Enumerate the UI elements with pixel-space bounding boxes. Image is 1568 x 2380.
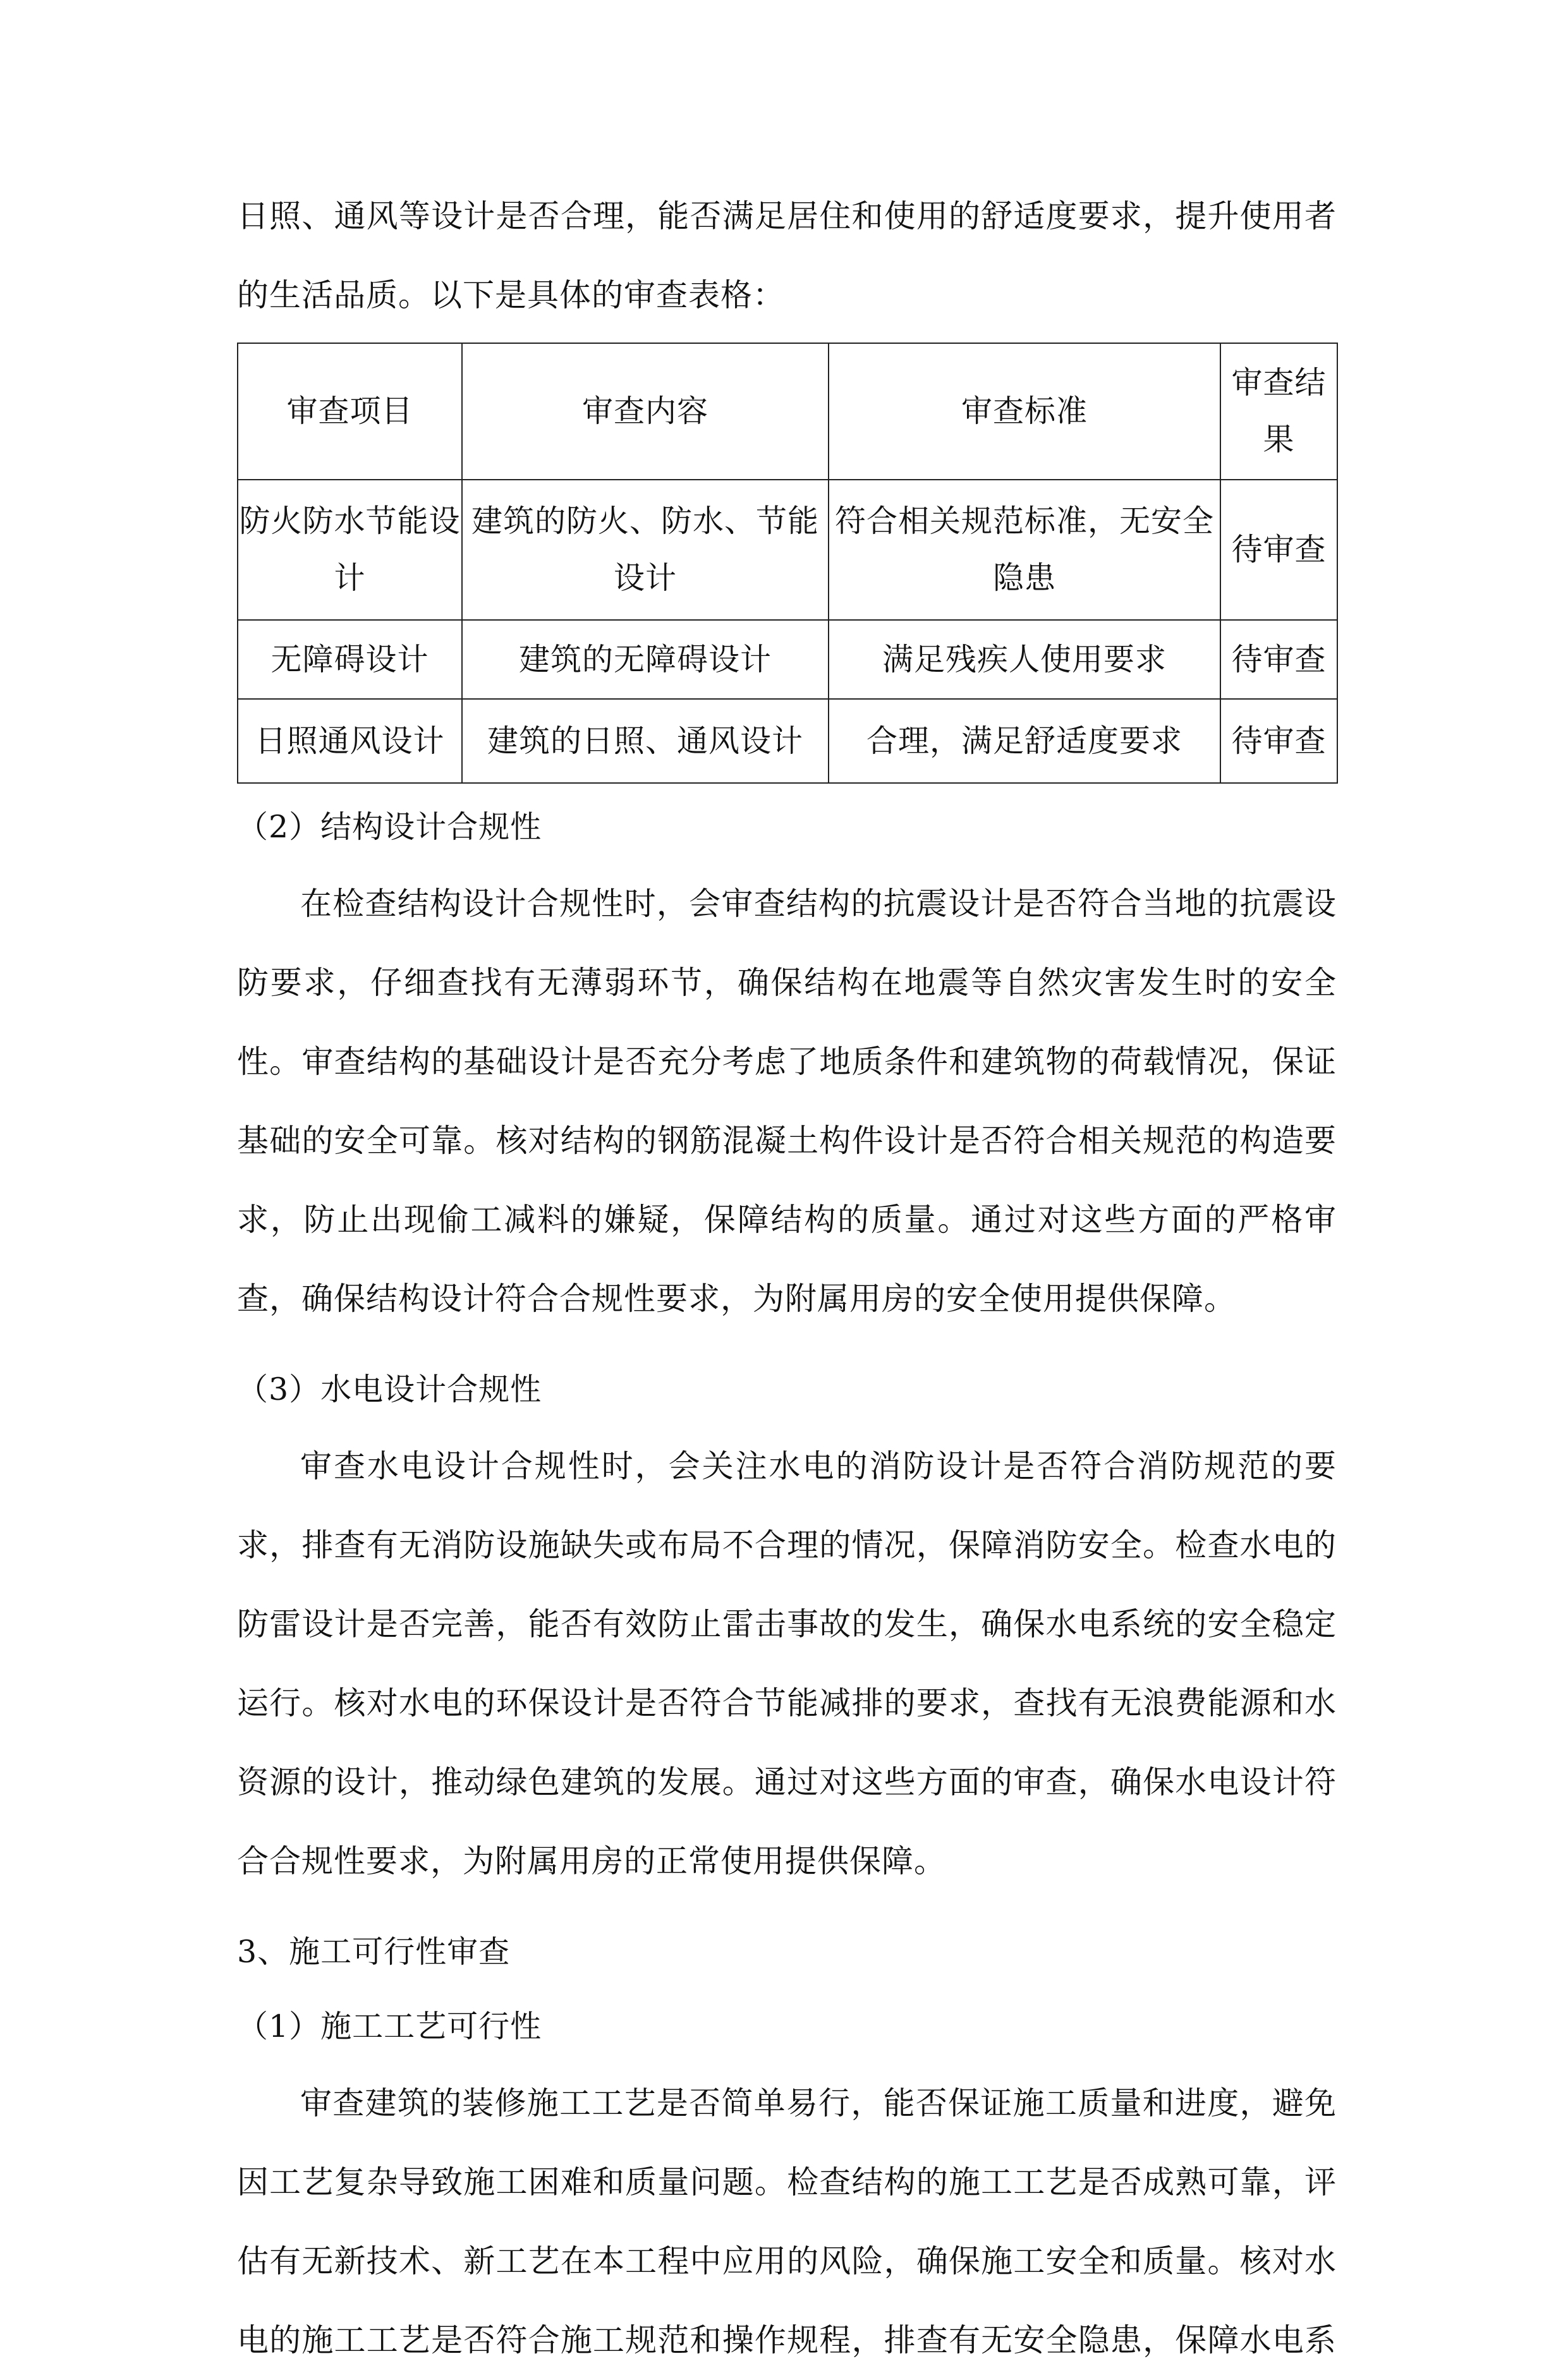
- table-cell: 日照通风设计: [238, 699, 462, 783]
- table-cell: 待审查: [1220, 699, 1337, 783]
- section-3-body: 审查水电设计合规性时，会关注水电的消防设计是否符合消防规范的要求，排查有无消防设施缺失或布局不合理的情况，保障消防安全。检查水电的防雷设计是否完善，能否有效防止雷击事故的发生，确保水电系统的安全稳定运行。核对水电的环保设计是否符合节能减排的要求，查找有无浪费能源和水资源的设计，推动绿色建筑的发展。通过对这些方面的审查，确保水电设计符合合规性要求，为附属用房的正常使用提供保障。: [237, 1448, 1337, 1879]
- section-2-heading: （2）结构设计合规性: [237, 809, 542, 845]
- intro-line-1: 日照、通风等设计是否合理，能否满足居住和使用的舒适度要求，提升使用者: [237, 198, 1337, 234]
- table-header-cell: 审查内容: [462, 343, 829, 480]
- table-cell: 满足残疾人使用要求: [829, 620, 1220, 699]
- intro-line-2: 的生活品质。以下是具体的审查表格：: [237, 277, 785, 313]
- chapter-3-subheading: （1）施工工艺可行性: [237, 2008, 542, 2044]
- table-cell: 合理，满足舒适度要求: [829, 699, 1220, 783]
- chapter-3-heading: 3、施工可行性审查: [237, 1934, 511, 1970]
- table-cell: 无障碍设计: [238, 620, 462, 699]
- table-cell: 防火防水节能设计: [238, 480, 462, 620]
- review-table: [237, 343, 1338, 784]
- section-3-heading: （3）水电设计合规性: [237, 1371, 542, 1407]
- section-2-body: 在检查结构设计合规性时，会审查结构的抗震设计是否符合当地的抗震设防要求，仔细查找有无薄弱环节，确保结构在地震等自然灾害发生时的安全性。审查结构的基础设计是否充分考虑了地质条件和建筑物的荷载情况，保证基础的安全可靠。核对结构的钢筋混凝土构件设计是否符合相关规范的构造要求，防止出现偷工减料的嫌疑，保障结构的质量。通过对这些方面的严格审查，确保结构设计符合合规性要求，为附属用房的安全使用提供保障。: [237, 885, 1337, 1317]
- table-row: [238, 480, 1337, 620]
- table-cell: 建筑的无障碍设计: [462, 620, 829, 699]
- table-cell: 符合相关规范标准，无安全隐患: [829, 480, 1220, 620]
- table-header-cell: 审查项目: [238, 343, 462, 480]
- table-row: [238, 699, 1337, 783]
- table-header-cell: 审查结果: [1220, 343, 1337, 480]
- table-cell: 待审查: [1220, 480, 1337, 620]
- table-cell: 建筑的防火、防水、节能设计: [462, 480, 829, 620]
- chapter-3-body: 审查建筑的装修施工工艺是否简单易行，能否保证施工质量和进度，避免因工艺复杂导致施工困难和质量问题。检查结构的施工工艺是否成熟可靠，评估有无新技术、新工艺在本工程中应用的风险，确保施工安全和质量。核对水电的施工工艺是否符合施工规范和操作规程，排查有无安全隐患，保障水电系: [237, 2085, 1337, 2359]
- document-page: [237, 177, 1337, 2380]
- table-row: [238, 620, 1337, 699]
- table-header-row: [238, 343, 1337, 480]
- table-header-cell: 审查标准: [829, 343, 1220, 480]
- table-cell: 待审查: [1220, 620, 1337, 699]
- table-cell: 建筑的日照、通风设计: [462, 699, 829, 783]
